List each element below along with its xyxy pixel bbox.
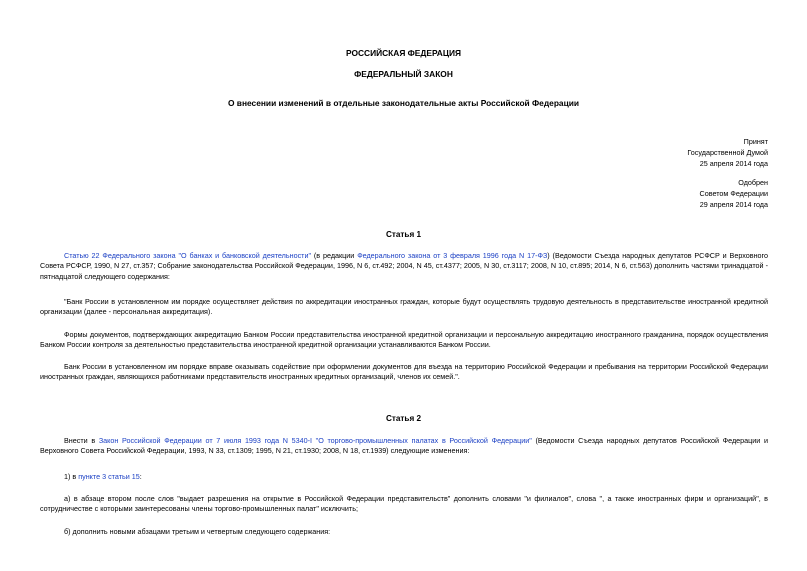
law-title: О внесении изменений в отдельные законодательные акты Российской Федерации (227, 98, 580, 108)
paragraph-text: (в редакции (311, 251, 358, 260)
paragraph-text: ) (Ведомости Съезда народных депутатов РСФСР и Верховного Совета РСФСР, 1990, N 27, ст.357; Собрание законодательства Российской Федерации, 1996, N 6, ст.492; 2004, N 45, ст.4377; 2005, N 30, ст.3117; 2008, N 10, ст.895; 2014, N 6, ст.563) дополнить частями тринадцатой - пятнадцатой следующего содержания: (40, 251, 768, 281)
approval-line-2: Советом Федерации (699, 188, 768, 198)
article-2-item-a: а) в абзаце втором после слов "выдает разрешения на открытие в Российской Федерации представительств" дополнить словами "и филиалов", слова ", а также иностранных фирм и организаций", в сотрудничестве с которыми заинтересованы члены торгово-промышленных палат" исключить; (40, 494, 768, 514)
adoption-line-1: Принят (743, 137, 768, 146)
paragraph-text: Внести в (64, 436, 99, 445)
chambers-of-commerce-law-link[interactable]: Закон Российской Федерации от 7 июля 1993 года N 5340-I "О торгово-промышленных палатах в Российской Федерации" (98, 436, 532, 445)
article-2-item-b: б) дополнить новыми абзацами третьим и четвертым следующего содержания: (64, 527, 331, 536)
adoption-block (687, 137, 768, 169)
article-1-paragraph-4: Банк России в установленном им порядке вправе оказывать содействие при оформлении документов для въезда на территорию Российской Федерации и пребывания на территории Российской Федерации иностранных граждан, являющихся работниками представительств иностранных кредитных организаций, членов их семей.". (40, 362, 768, 382)
article-1-paragraph-1 (40, 251, 768, 282)
country-heading: РОССИЙСКАЯ ФЕДЕРАЦИЯ (345, 48, 462, 58)
federal-law-17fz-link[interactable]: Федерального закона от 3 февраля 1996 года N 17-ФЗ (357, 251, 548, 260)
article-15-point-3-link[interactable]: пункте 3 статьи 15 (78, 472, 140, 481)
paragraph-text: (Ведомости Съезда народных депутатов Российской Федерации и Верховного Совета Российской Федерации, 1993, N 33, ст.1309; 1995, N 21, ст.1930; 2008, N 18, ст.1939) следующие изменения: (40, 436, 768, 456)
article-1-paragraph-3: Формы документов, подтверждающих аккредитацию Банком России представительства иностранной кредитной организации и персональную аккредитацию иностранного гражданина, порядок осуществления Банком России контроля за деятельностью представительства иностранной кредитной организации устанавливаются Банком России. (40, 330, 768, 350)
article-2-heading: Статья 2 (385, 414, 422, 423)
article-1-paragraph-2: "Банк России в установленном им порядке осуществляет действия по аккредитации иностранных граждан, которые будут осуществлять трудовую деятельность в представительстве иностранной кредитной организации (далее - персональная аккредитация). (40, 297, 768, 317)
article-1-heading: Статья 1 (385, 230, 422, 239)
paragraph-text: : (139, 472, 142, 481)
approval-block (700, 178, 768, 210)
adoption-line-2: Государственной Думой (687, 147, 768, 157)
article-2-paragraph-1 (40, 436, 768, 457)
adoption-line-3: 25 апреля 2014 года (699, 158, 768, 168)
article-2-item-1 (40, 472, 768, 482)
paragraph-text: 1) в (64, 472, 79, 481)
banking-law-link[interactable]: Статью 22 Федерального закона "О банках и банковской деятельности" (64, 251, 312, 260)
approval-line-3: 29 апреля 2014 года (699, 199, 768, 209)
law-type-heading: ФЕДЕРАЛЬНЫЙ ЗАКОН (354, 69, 453, 79)
approval-line-1: Одобрен (738, 178, 768, 187)
